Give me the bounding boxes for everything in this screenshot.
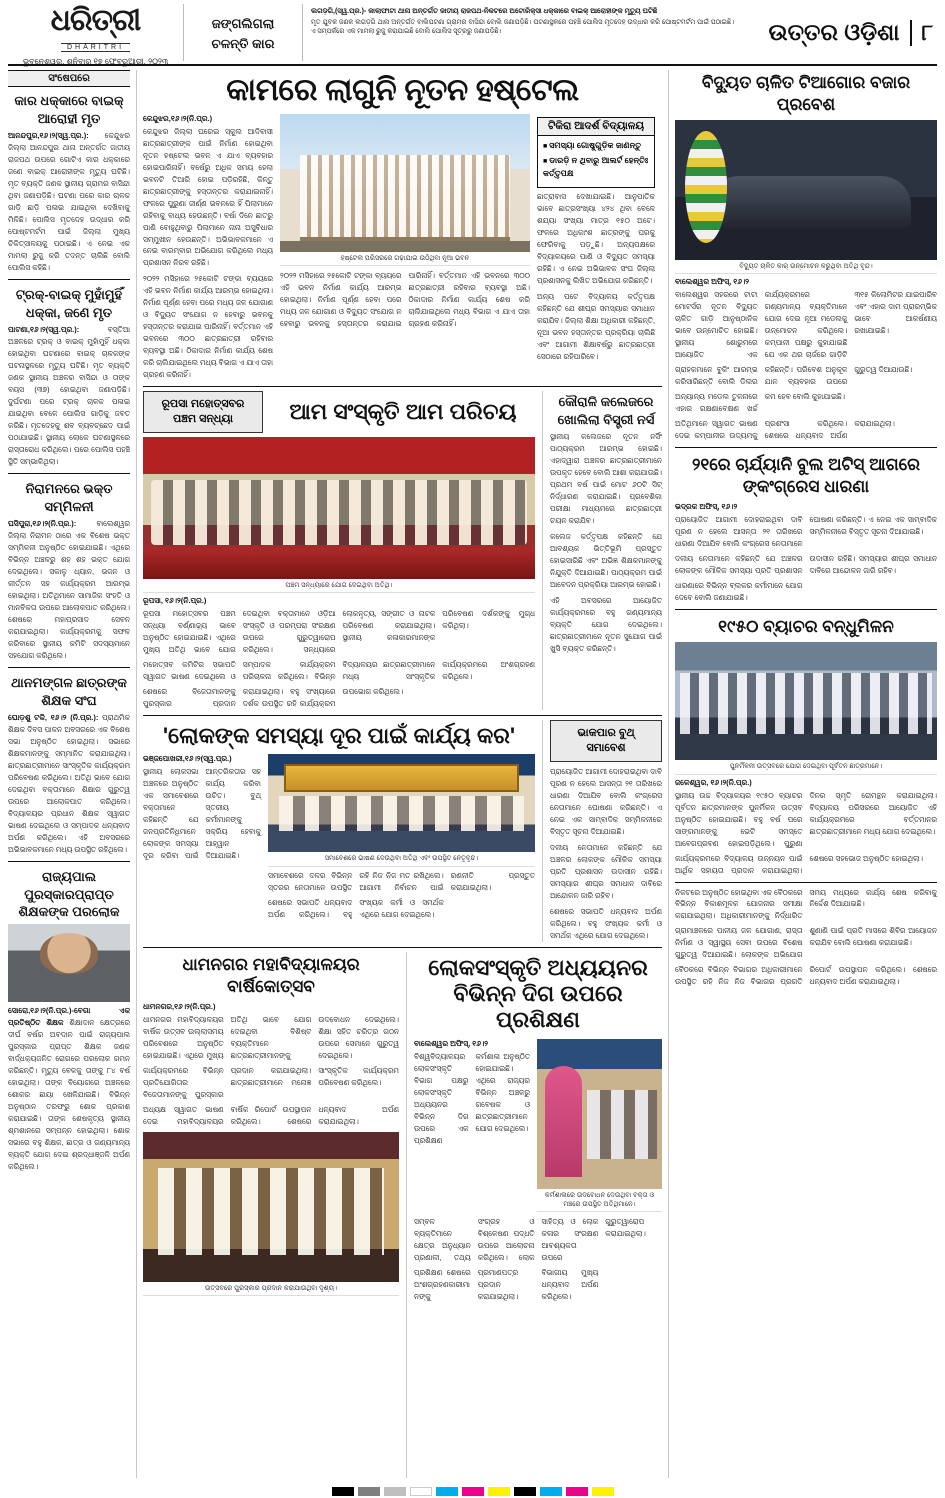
reunion-headline: ୧୯୫୦ ବ୍ୟାଚର ବନ୍ଧୁମିଳନ — [718, 617, 894, 637]
college-award-photo — [143, 1132, 399, 1282]
college-photo-caption: ଉତ୍ସବରେ ପୁରସ୍କାର ପ୍ରଦାନ କରାଯାଉଥିବା ଦୃଶ୍ୟ। — [143, 1282, 399, 1296]
college-text-3: ଅଧ୍ୟକ୍ଷ ସ୍ୱାଗତ ଭାଷଣ ଦେଇ ମହାବିଦ୍ୟାଳୟର ବାର୍ଷିକ ରିପୋର୍ଟ ଉପସ୍ଥାପନ କରିଥିଲେ। ଶେଷରେ ଧନ୍ୟବାଦ ଅର୍ପଣ କରାଯାଇଥିଲା। — [143, 1104, 399, 1126]
brief-1-text: କେନ୍ଦୁଝର ଜିଲ୍ଲା ଆନନ୍ଦପୁର ଥାନା ଅନ୍ତର୍ଗତ ଜାତୀୟ ରାଜପଥ ଉପରେ ଗୋଟିଏ କାର ଧକ୍କାରେ ଜଣେ ବାଇକ୍ ଆରୋହୀଙ୍କ ମୃତ୍ୟୁ ଘଟିଛି। ମୃତ ବ୍ୟକ୍ତି ଜଣକ ସ୍ଥାନୀୟ ଗ୍ରାମର ବାସିନ୍ଦା ଥିବା ଜଣାପଡ଼ିଛି। ଘଟଣା ପରେ କାର ଚାଳକ ଗାଡ଼ି ଛାଡ଼ି ପଳାଇ ଯାଇଥିବା ଦେଖିବାକୁ ମିଳିଛି। ପୋଲିସ ମୃତଦେହ ଉଦ୍ଧାର କରି ପୋଷ୍ଟମର୍ଟମ ପାଇଁ ଜିଲ୍ଲା ମୁଖ୍ୟ ଚିକିତ୍ସାଳୟକୁ ପଠାଇଛି। ଏ ନେଇ ଏକ ମାମଲା ରୁଜୁ କରି ତଦନ୍ତ ଚାଲିଛି ବୋଲି ପୋଲିସ କହିଛି। — [8, 131, 130, 273]
divider — [143, 947, 662, 948]
meeting-dateline: ଭଞ୍ଜପୋଖରୀ,୧୬।୨(ସ୍ୱ.ପ୍ର.) — [143, 754, 232, 764]
brief-4-dateline: ଘୋଡ଼ଶୁ ଟକି, ୧୬।୨ (ନି.ପ୍ର.): — [8, 713, 99, 723]
brief-3-dateline: ଘସିପୁରା,୧୬।୨(ନି.ପ୍ର.): — [8, 519, 77, 529]
booth-meet-article — [550, 720, 662, 941]
lead-left-text-block — [143, 114, 273, 382]
reunion-photo-caption: ପୁନର୍ମିଳନୀ ଉତ୍ସବରେ ଯୋଗ ଦେଇଥିବା ପୂର୍ବତନ ଛାତ୍ରମାନେ। — [675, 760, 937, 774]
right-bottom-text-1: ନିକଟରେ ଅନୁଷ୍ଠିତ ହୋଇଥିବା ଏକ ବୈଠକରେ ବିଭିନ୍ନ ବିକାଶମୂଳକ ଯୋଜନାର ସମୀକ୍ଷା କରାଯାଇଥିଲା। ଅଧିକାରୀମାନଙ୍କୁ ନିର୍ଦ୍ଧାରିତ ସମୟ ମଧ୍ୟରେ କାର୍ଯ୍ୟ ଶେଷ କରିବାକୁ ନିର୍ଦ୍ଦେଶ ଦିଆଯାଇଛି। — [675, 887, 937, 921]
divider — [8, 861, 130, 862]
divider — [8, 279, 130, 280]
color-swatch — [384, 1487, 406, 1496]
culture-text-2: ମହୋତ୍ସବ କମିଟିର ସଭାପତି ସ୍ୱାଗତ ଭାଷଣ ଦେଇଥିଲେ ଓ ସମ୍ପାଦକ କାର୍ଯ୍ୟକ୍ରମ ପରିଚାଳନା କରିଥିଲେ। ବିଭିନ୍ନ ବିଦ୍ୟାଳୟର ଛାତ୍ରଛାତ୍ରୀମାନେ ମଧ୍ୟ ସାଂସ୍କୃତିକ କାର୍ଯ୍ୟକ୍ରମରେ ଅଂଶଗ୍ରହଣ କରିଥିଲେ। — [143, 660, 535, 682]
brief-5-headline: ରାଜ୍ୟପାଲ ପୁରସ୍କାରପ୍ରାପ୍ତ ଶିକ୍ଷକଙ୍କ ପରଲୋକ — [18, 869, 120, 920]
lead-right-text-1: ଛାତ୍ରାବାସ ଦେଖାଯାଇଛି। ଆନୁପାତିକ ଭାବେ ଛାତ୍ରସଂଖ୍ୟା ୪୨୪ ଥିବା ବେଳେ ଶଯ୍ୟା ସଂଖ୍ୟା ମାତ୍ର ୧୫୦ ଅଟେ। ଫଳରେ ଅଧିକାଂଶ ଛାତ୍ରଙ୍କୁ ଘରକୁ ଫେରିବାକୁ ପଡ଼ୁଛି। ଅନ୍ୟପକ୍ଷରେ ବିଦ୍ୟାଳୟରେ ପାଣି ଓ ବିଦ୍ୟୁତ ସମସ୍ୟା ରହିଛି। ଏ ନେଇ ଅଭିଭାବକ ସଂଘ ଜିଲ୍ଲା ପ୍ରଶାସନକୁ ଲିଖିତ ଅଭିଯୋଗ କରିଛନ୍ତି। — [537, 191, 655, 285]
nursing-text-3: ଏହି ଅବସରରେ ଆୟୋଜିତ କାର୍ଯ୍ୟକ୍ରମରେ ବହୁ ଗଣ୍ୟମାନ୍ୟ ବ୍ୟକ୍ତି ଯୋଗ ଦେଇଥିଲେ। ଛାତ୍ରଛାତ୍ରୀମାନେ ନୂତନ ସୁଯୋଗ ପାଇଁ ଖୁସି ବ୍ୟକ୍ତ କରିଛନ୍ତି। — [550, 596, 662, 654]
lead-right-text-2: ଅନ୍ୟ ପଟେ ବିଦ୍ୟାଳୟ କର୍ତ୍ତୃପକ୍ଷ କହିଛନ୍ତି ଯେ ଶୀଘ୍ର ସମସ୍ୟାର ସମାଧାନ କରାଯିବ। ଜିଲ୍ଲା ଶିକ୍ଷା ଅଧିକାରୀ କହିଛନ୍ତି, ନୂଆ ଭବନ ହସ୍ତାନ୍ତର ପ୍ରକ୍ରିୟା ଚାଲିଛି ଏବଂ ଆଗାମୀ ଶିକ୍ଷାବର୍ଷରୁ ଛାତ୍ରଛାତ୍ରୀ ସେଠାରେ ରହିପାରିବେ। — [537, 291, 655, 361]
right-bottom-text-3: ବୈଠକରେ ବିଭିନ୍ନ ବିଭାଗର ଅଧିକାରୀମାନେ ଉପସ୍ଥିତ ରହି ନିଜ ନିଜ ବିଭାଗର ପ୍ରଗତି ରିପୋର୍ଟ ଉପସ୍ଥାପନ କରିଥିଲେ। ଶେଷରେ ଧନ୍ୟବାଦ ଅର୍ପଣ କରାଯାଇଥିଲା। — [675, 965, 937, 987]
publication-logo-subtitle: DHARITRI — [61, 43, 130, 52]
training-photo-caption: କର୍ମଶାଳାରେ ଉଦବୋଧନ ଦେଉଥିବା ବକ୍ତା ଓ ମଞ୍ଚରେ ଉପସ୍ଥିତ ଅତିଥିମାନେ। — [537, 1189, 662, 1212]
brief-5-body — [8, 1005, 130, 1173]
ev-text-2: ଗ୍ରାହକମାନେ ବୁକିଂ ଆରମ୍ଭ କରିସାରିଛନ୍ତି ବୋଲି ଡିଲର କହିଛନ୍ତି। ପରିବେଶ ଅନୁକୂଳ ଯାନ ବ୍ୟବହାର ଉପରେ ଗୁରୁତ୍ୱ ଦିଆଯାଉଛି। — [675, 365, 913, 387]
meeting-photo-caption: ସମାବେଶରେ ଭାଷଣ ଦେଉଥିବା ଅତିଥି ଏବଂ ଉପସ୍ଥିତ ନେତୃବୃନ୍ଦ। — [268, 852, 535, 866]
page-content — [8, 70, 937, 1478]
divider — [675, 882, 937, 883]
booth-text-1: ପ୍ରାୟୋଜିତ ଆଗାମୀ ଦୋହରାଇଥିବା ଦାବି ପୂରଣ ନ ହେଲେ ଆସନ୍ତା ୨୧ ତାରିଖରେ ଧାରଣା ଦିଆଯିବ ବୋଲି କଂଗ୍ରେସ ନେତାମାନେ ଘୋଷଣା କରିଛନ୍ତି। ଏ ନେଇ ଏକ ସାମ୍ବାଦିକ ସମ୍ମିଳନୀରେ ବିସ୍ତୃତ ସୂଚନା ଦିଆଯାଇଛି। — [550, 766, 662, 836]
color-swatch — [462, 1487, 484, 1496]
booth-kicker-line2: ସମାବେଶ — [586, 741, 626, 754]
color-swatch — [410, 1487, 432, 1496]
school-box-bullet-1: ■ ସମସ୍ୟା ଗୋଷୁଗୁଡ଼ିକ ଜାଣନ୍ତୁ — [543, 140, 649, 153]
lead-text-1: କେନ୍ଦୁଝର ଜିଲ୍ଲା ଘରେଇ ସ୍କୁଲ ଆଦିବାସୀ ଛାତ୍ରଛାତ୍ରୀଙ୍କ ପାଇଁ ନିର୍ମାଣ ହୋଇଥିବା ନୂତନ ହଷ୍ଟେଲ ଭବନ ଏ ଯାଏ ବ୍ୟବହାର ହୋଇପାରିନାହିଁ। ବର୍ଷେରୁ ଅଧିକ ସମୟ ହେଲା ଭବନଟି ତିଆରି ହୋଇ ପଡ଼ିରହିଛି, କିନ୍ତୁ ଛାତ୍ରଛାତ୍ରୀଙ୍କୁ ହସ୍ତାନ୍ତର କରାଯାଇନାହିଁ। ଫଳରେ ପୁରୁଣା ଜୀର୍ଣ୍ଣ ଭବନରେ ହିଁ ପିଲାମାନେ ରହିବାକୁ ବାଧ୍ୟ ହେଉଛନ୍ତି। ବର୍ଷା ଦିନେ ଛାତରୁ ପାଣି ବୋହୁଥିବାରୁ ପିଲାମାନେ ନାନା ଅସୁବିଧାର ସମ୍ମୁଖୀନ ହେଉଛନ୍ତି। ଅଭିଭାବକମାନେ ଏ ନେଇ ବାରମ୍ବାର ଅଭିଯୋଗ କରିଥିଲେ ମଧ୍ୟ ପ୍ରଶାସନ ନିରବ ରହିଛି। — [143, 126, 273, 268]
lead-photo-block — [280, 114, 530, 382]
reunion-group-photo — [675, 642, 937, 760]
page-number: ୮ — [910, 20, 933, 46]
college-anniversary-article — [143, 952, 399, 1478]
lead-text-3: ୨୦୨୨ ମସିହାରେ ୨୫କୋଟି ଟଙ୍କା ବ୍ୟୟରେ ଏହି ଭବନ ନିର୍ମାଣ କାର୍ଯ୍ୟ ଆରମ୍ଭ ହୋଇଥିଲା। ନିର୍ମାଣ ପୂର୍ଣ୍ଣ ହେବା ପରେ ମଧ୍ୟ ଜଳ ଯୋଗାଣ ଓ ବିଦ୍ୟୁତ ସଂଯୋଗ ନ ହେବାରୁ ଭବନକୁ ହସ୍ତାନ୍ତର କରାଯାଇ ପାରିନାହିଁ। ବର୍ତ୍ତମାନ ଏହି ଭବନରେ ୩୦୦ ଛାତ୍ରଛାତ୍ରୀ ରହିବାର ବ୍ୟବସ୍ଥା ଅଛି। ଠିକାଦାର ନିର୍ମାଣ କାର୍ଯ୍ୟ ଶେଷ କରି ଚାଲିଯାଇଥିଲେ ମଧ୍ୟ ବିଭାଗ ଏ ଯାଏ ତାହା ଗ୍ରହଣ କରିନାହିଁ। — [280, 270, 530, 328]
culture-article — [143, 391, 535, 710]
brief-article-3 — [8, 478, 130, 662]
masthead — [8, 4, 937, 66]
right-bottom-text-2: ଗ୍ରାମାଞ୍ଚଳରେ ପାନୀୟ ଜଳ ଯୋଗାଣ, ରାସ୍ତା ନିର୍ମାଣ ଓ ସ୍ୱାସ୍ଥ୍ୟ ସେବା ଉପରେ ବିଶେଷ ଗୁରୁତ୍ୱ ଦିଆଯାଇଛି। ଲୋକଙ୍କ ଅଭିଯୋଗ ଶୁଣାଣି ପାଇଁ ପ୍ରତି ମାସରେ ଶିବିର ଆୟୋଜନ କରାଯିବ ବୋଲି ଘୋଷଣା କରାଯାଇଛି। — [675, 926, 937, 960]
brief-article-2 — [8, 284, 130, 468]
culture-headline: ଆମ ସଂସ୍କୃତି ଆମ ପରିଚୟ — [289, 398, 517, 424]
culture-kicker-line2: ପଞ୍ଚମ ସନ୍ଧ୍ୟା — [173, 413, 233, 426]
divider — [8, 667, 130, 668]
divider-vertical — [542, 720, 543, 941]
college-text-1: ଧାମନଗର ମହାବିଦ୍ୟାଳୟର ବାର୍ଷିକ ଉତ୍ସବ ଉଲ୍ଲାସମୟ ପରିବେଶରେ ଅନୁଷ୍ଠିତ ହୋଇଯାଇଛି। ଏଥିରେ ମୁଖ୍ୟ ଅତିଥି ଭାବେ ଯୋଗ ଦେଇଥିବା ବିଶିଷ୍ଟ ବ୍ୟକ୍ତିମାନେ ଛାତ୍ରଛାତ୍ରୀମାନଙ୍କୁ ଉଦବୋଧନ ଦେଇଥିଲେ। ଶିକ୍ଷା ସହିତ ଚରିତ୍ର ଗଠନ ଉପରେ ସେମାନେ ଗୁରୁତ୍ୱ ଦେଇଥିଲେ। — [143, 1014, 399, 1060]
divider — [143, 386, 662, 387]
edition-name: ଉତ୍ତର ଓଡ଼ିଶା — [768, 19, 900, 45]
college-nursing-article — [550, 391, 662, 710]
meeting-stage-photo — [268, 754, 535, 852]
logo-block — [8, 4, 183, 66]
nursing-headline: କୌରାଳି କଲେଜରେ ଖୋଲିଲା ବିସ୍ତ୍ରୀ ନର୍ସ — [557, 394, 655, 427]
meeting-text-1: ସ୍ଥାନୀୟ ଲୋକସଭା ଅଞ୍ଚଳରେ ଅନୁଷ୍ଠିତ ଏକ ସମାବେଶରେ ବକ୍ତାମାନେ କହିଛନ୍ତି ଯେ ଜନପ୍ରତିନିଧିମାନେ ଲୋକଙ୍କ ସମସ୍ୟା ଦୂର କରିବା ପାଇଁ ଆନ୍ତରିକତାର ସହ କାର୍ଯ୍ୟ କରିବା ଉଚିତ। ବୁଥ୍ ସ୍ତରୀୟ କର୍ମୀମାନଙ୍କୁ ସକ୍ରିୟ ହେବାକୁ ଆହ୍ୱାନ ଦିଆଯାଇଛି। — [143, 767, 261, 861]
color-swatch — [592, 1487, 614, 1496]
hostel-building-photo — [280, 114, 530, 252]
masthead-brief-body — [303, 4, 742, 61]
nursing-text-2: କଲେଜ କର୍ତ୍ତୃପକ୍ଷ କହିଛନ୍ତି ଯେ ଆବଶ୍ୟକ ଭିତ୍ତିଭୂମି ପ୍ରସ୍ତୁତ ହୋଇସାରିଛି ଏବଂ ଅଭିଜ୍ଞ ଶିକ୍ଷକମାନଙ୍କୁ ନିଯୁକ୍ତି ଦିଆଯାଇଛି। ପାଠ୍ୟକ୍ରମ ପାଇଁ ଆବେଦନ ପ୍ରକ୍ରିୟା ଆରମ୍ଭ ହୋଇଛି। — [550, 532, 662, 590]
brief-2-body — [8, 324, 130, 468]
divider — [675, 609, 937, 610]
ev-headline: ବିଦ୍ୟୁତ ଚାଳିତ ଟିଆଗୋର ବଜାର ପ୍ରବେଶ — [701, 73, 911, 115]
brief-article-4 — [8, 672, 130, 856]
reunion-text-1: ସ୍ଥାନୀୟ ଉଚ୍ଚ ବିଦ୍ୟାଳୟର ୧୯୫୦ ବ୍ୟାଚର ପୂର୍ବତନ ଛାତ୍ରମାନଙ୍କ ପୁନର୍ମିଳନ ଉତ୍ସବ ଅନୁଷ୍ଠିତ ହୋଇଯାଇଛି। ବହୁ ବର୍ଷ ପରେ ସାଙ୍ଗମାନଙ୍କୁ ଭେଟି ସମସ୍ତେ ଆବେଗପ୍ରବଣ ହୋଇପଡ଼ିଥିଲେ। ପୁରୁଣା ଦିନର ସ୍ମୃତି ରୋମନ୍ଥନ କରାଯାଇଥିଲା। ବିଦ୍ୟାଳୟ ପରିସରରେ ଆୟୋଜିତ ଏହି କାର୍ଯ୍ୟକ୍ରମରେ ବର୍ତ୍ତମାନର ଛାତ୍ରଛାତ୍ରୀମାନେ ମଧ୍ୟ ଯୋଗ ଦେଇଥିଲେ। — [675, 790, 937, 848]
masthead-brief-text: ମୃତ ଯୁବକ ଜଣକ ଲଗଡ଼ଗି ଥାନା ଅନ୍ତର୍ଗତ ବାଲିପଟଣା ଗ୍ରାମର ବାସିନ୍ଦା ବୋଲି ଜଣାପଡ଼ିଛି। ଘଟଣାସ୍ଥଳରେ ପହଞ୍ଚି ପୋଲିସ ମୃତଦେହ ଉଦ୍ଧାର କରି ପୋଷ୍ଟମର୍ଟମ ପାଇଁ ପଠାଇଛି। ଏ ସମ୍ପର୍କରେ ଏକ ମାମଲା ରୁଜୁ କରାଯାଇଛି ବୋଲି ପୋଲିସ ସୂତ୍ରରୁ ଜଣାପଡ଼ିଛି। — [311, 18, 734, 36]
meeting-text-3: ଶେଷରେ ସଭାପତି ଧନ୍ୟବାଦ ଅର୍ପଣ କରିଥିଲେ। ବହୁ ସଂଖ୍ୟକ କର୍ମୀ ଓ ସମର୍ଥକ ଏଥିରେ ଯୋଗ ଦେଇଥିଲେ। — [268, 897, 444, 919]
booth-kicker-line1: ଭାକପାର ବୁଥ୍ — [577, 727, 635, 740]
ev-car-photo — [675, 120, 937, 260]
college-dateline: ଧାମନଗର,୧୬।୨(ନି.ପ୍ର.) — [143, 1001, 216, 1011]
color-swatch — [332, 1487, 354, 1496]
training-text-2: ସମ୍ବଳ ବ୍ୟକ୍ତିମାନେ କ୍ଷେତ୍ର ଅନୁଧ୍ୟାନ ପ୍ରଣାଳୀ, ତଥ୍ୟ ସଂଗ୍ରହ ଓ ବିଶ୍ଳେଷଣ ପଦ୍ଧତି ଉପରେ ଆଲୋଚନା କରିଥିଲେ। ଲୋକ ସାହିତ୍ୟ ଓ ଲୋକ କଳାର ସଂରକ୍ଷଣ ଆବଶ୍ୟକତା ଉପରେ ଗୁରୁତ୍ୱାରୋପ କରାଯାଇଥିଲା। — [414, 1217, 646, 1263]
ev-text-1: ବାଲେଶ୍ୱର ସହରରେ ଟାଟା ମୋଟର୍ସର ନୂତନ ବିଦ୍ୟୁତ ଚାଳିତ ଗାଡ଼ି ଆନୁଷ୍ଠାନିକ ଭାବେ ଉନ୍ମୋଚିତ ହୋଇଛି। ସ୍ଥାନୀୟ ଶୋରୁମରେ ଆୟୋଜିତ ଏକ କାର୍ଯ୍ୟକ୍ରମରେ ଗଣ୍ୟମାନ୍ୟ ବ୍ୟକ୍ତିମାନେ ଯୋଗ ଦେଇ ନୂଆ ମଡେଲକୁ ଉନ୍ମୋଚନ କରିଥିଲେ। କମ୍ପାନୀ ପକ୍ଷରୁ କୁହାଯାଇଛି ଯେ ଏକ ଥର ଚାର୍ଜରେ ଗାଡ଼ିଟି ୩୧୫ କିଲୋମିଟର ଯାଇପାରିବ ଏବଂ ଏହାର ଦାମ ପ୍ରାରମ୍ଭିକ ଭାବେ ଆକର୍ଷଣୀୟ ରଖାଯାଇଛି। — [675, 290, 937, 360]
nursing-text-1: ସ୍ଥାନୀୟ କଲେଜରେ ନୂତନ ନର୍ସିଂ ପାଠ୍ୟକ୍ରମ ଆରମ୍ଭ ହୋଇଛି। ଏହାଦ୍ୱାରା ଅଞ୍ଚଳର ଛାତ୍ରଛାତ୍ରୀମାନେ ଉପକୃତ ହେବେ ବୋଲି ଆଶା କରାଯାଉଛି। ପ୍ରଥମ ବର୍ଷ ପାଇଁ ମୋଟ ୬୦ଟି ସିଟ୍ ନିର୍ଦ୍ଧାରଣ କରାଯାଇଛି। ପ୍ରବେଶିକା ପରୀକ୍ଷା ମାଧ୍ୟମରେ ଛାତ୍ରଛାତ୍ରୀ ଚୟନ କରାଯିବ। — [550, 432, 662, 526]
culture-text-1: ରୂପସା ମହୋତ୍ସବର ପଞ୍ଚମ ସନ୍ଧ୍ୟା ବର୍ଣ୍ଣାଢ଼୍ୟ ଭାବେ ଅନୁଷ୍ଠିତ ହୋଇଯାଇଛି। ଏଥିରେ ମୁଖ୍ୟ ଅତିଥି ଭାବେ ଯୋଗ ଦେଇଥିବା ବକ୍ତାମାନେ ଓଡ଼ିଆ ସଂସ୍କୃତି ଓ ପରମ୍ପରା ସଂରକ୍ଷଣ ଉପରେ ଗୁରୁତ୍ୱାରୋପ କରିଥିଲେ। ସନ୍ଧ୍ୟାରେ ଲୋକନୃତ୍ୟ, ସଙ୍ଗୀତ ଓ ନାଟକ ପରିବେଷଣ କରାଯାଇଥିଲା। ସ୍ଥାନୀୟ କଳାକାରମାନଙ୍କ ପରିବେଷଣ ଦର୍ଶକଙ୍କୁ ମୁଗ୍ଧ କରିଥିଲା। — [143, 609, 535, 655]
brief-1-dateline: ଆନନ୍ଦପୁର,୧୬।୨(ସ୍ୱ.ପ୍ର.): — [8, 131, 89, 141]
brief-3-body — [8, 518, 130, 662]
culture-dateline: ରୂପସା, ୧୬।୨(ନି.ପ୍ର.) — [143, 596, 207, 606]
brief-2-text: ବସ୍ତିଆ ଅଞ୍ଚଳରେ ଟ୍ରକ୍ ଓ ବାଇକ୍ ମୁହାଁମୁହିଁ ଧକ୍କା ହୋଇଥିବା ଘଟଣାରେ ବାଇକ୍ ଚାଳକଙ୍କ ଘଟନାସ୍ଥଳରେ ମୃତ୍ୟୁ ଘଟିଛି। ମୃତ ବ୍ୟକ୍ତି ଜଣକ ସ୍ଥାନୀୟ ଅଞ୍ଚଳର ବାସିନ୍ଦା ଓ ତାଙ୍କ ବୟସ (୩୭) ହୋଇଥିବା ଜଣାପଡ଼ିଛି। ଦୁର୍ଘଟଣା ପରେ ଟ୍ରକ୍ ଚାଳକ ପଳାଇ ଯାଇଥିବା ବେଳେ ପୋଲିସ ଗାଡ଼ିକୁ ଜବତ କରିଛି। ମୃତଦେହକୁ ଶବ ବ୍ୟବଚ୍ଛେଦ ପାଇଁ ପଠାଯାଇଛି। ସ୍ଥାନୀୟ ଲୋକେ ଘଟଣାସ୍ଥଳରେ ରାସ୍ତାରୋଧ କରିଥିଲେ। ପରେ ପୋଲିସ ପହଞ୍ଚି ସ୍ଥିତି ସମ୍ଭାଳିଥିଲା। — [8, 325, 130, 467]
publication-date-place: ଭୁବନେଶ୍ୱର, ଶନିବାର ୧୭ ଫେବ୍ରୁଆରୀ, ୨୦୨୩ — [22, 57, 169, 66]
training-text-1: ବିଶ୍ୱବିଦ୍ୟାଳୟର ଲୋକସଂସ୍କୃତି ବିଭାଗ ପକ୍ଷରୁ ଲୋକସଂସ୍କୃତି ଅଧ୍ୟୟନର ବିଭିନ୍ନ ଦିଗ ଉପରେ ଏକ ପ୍ରଶିକ୍ଷଣ କର୍ମଶାଳା ଅନୁଷ୍ଠିତ ହୋଇଯାଇଛି। ଏଥିରେ ରାଜ୍ୟର ବିଭିନ୍ନ ଅଞ୍ଚଳରୁ ଗବେଷକ ଓ ଛାତ୍ରଛାତ୍ରୀମାନେ ଯୋଗ ଦେଇଥିଲେ। — [414, 1051, 530, 1145]
divider-vertical — [542, 391, 543, 710]
brief-article-5 — [8, 866, 130, 1173]
masthead-brief-line1: ଜଙ୍ଗଲିଗଲା — [211, 16, 275, 31]
divider — [143, 715, 662, 716]
color-swatch — [436, 1487, 458, 1496]
color-swatch — [540, 1487, 562, 1496]
brief-2-dateline: ପାଟଣା,୧୬।୨(ସ୍ୱ.ପ୍ର.): — [8, 325, 80, 335]
culture-text-3: ଶେଷରେ ବିଜେତାମାନଙ୍କୁ ପୁରସ୍କାର ପ୍ରଦାନ କରାଯାଇଥିଲା। ବହୁ ସଂଖ୍ୟାରେ ଦର୍ଶକ ଉପସ୍ଥିତ ରହି କାର୍ଯ୍ୟକ୍ରମ ଉପଭୋଗ କରିଥିଲେ। — [143, 687, 404, 709]
brief-4-text: ପ୍ରାଥମିକ ଶିକ୍ଷକ ଦିବସ ପାଳନ ଅବସରରେ ଏକ ବିଶେଷ ସଭା ଅନୁଷ୍ଠିତ ହୋଇଥିଲା। ସଭାରେ ଶିକ୍ଷକମାନଙ୍କୁ ସମ୍ମାନିତ କରାଯାଇଥିଲା। ଛାତ୍ରଛାତ୍ରୀମାନେ ସାଂସ୍କୃତିକ କାର୍ଯ୍ୟକ୍ରମ ପରିବେଷଣ କରିଥିଲେ। ଅତିଥି ଭାବେ ଯୋଗ ଦେଇଥିବା ବକ୍ତାମାନେ ଶିକ୍ଷାର ଗୁରୁତ୍ୱ ଉପରେ ଆଲୋକପାତ କରିଥିଲେ। ବିଦ୍ୟାଳୟର ପ୍ରଧାନ ଶିକ୍ଷକ ସ୍ୱାଗତ ଭାଷଣ ଦେଇଥିଲେ ଓ ସମ୍ପାଦକ ଧନ୍ୟବାଦ ଅର୍ପଣ କରିଥିଲେ। ଏହି ଅବସରରେ ଅଭିଭାବକମାନେ ମଧ୍ୟ ଉପସ୍ଥିତ ରହିଥିଲେ। — [8, 713, 130, 855]
booth-text-3: ଶେଷରେ ସଭାପତି ଧନ୍ୟବାଦ ଅର୍ପଣ କରିଥିଲେ। ବହୁ ସଂଖ୍ୟକ କର୍ମୀ ଓ ସମର୍ଥକ ଏଥିରେ ଯୋଗ ଦେଇଥିଲେ। — [550, 906, 662, 940]
culture-kicker-line1: ରୂପସା ମହୋତ୍ସବର — [161, 398, 245, 411]
strike-headline: ୨୧ରେ ଚାର୍ଯ୍ୟାନି ବୁଲ ଅଟିସ୍ ଆଗରେ ଙ୍କଂଗ୍ରେସ ଧାରଣା — [691, 455, 921, 497]
training-headline: ଲୋକସଂସ୍କୃତି ଅଧ୍ୟୟନର ବିଭିନ୍ନ ଦିଗ ଉପରେ ପ୍ରଶିକ୍ଷଣ — [428, 954, 648, 1033]
lead-headline: କାମରେ ଲାଗୁନି ନୂତନ ହଷ୍ଟେଲ — [226, 72, 579, 107]
college-text-2: କାର୍ଯ୍ୟକ୍ରମରେ ବିଭିନ୍ନ ପ୍ରତିଯୋଗିତାର ବିଜେତାମାନଙ୍କୁ ପୁରସ୍କାର ପ୍ରଦାନ କରାଯାଇଥିଲା। ଛାତ୍ରଛାତ୍ରୀମାନେ ମନୋଜ୍ଞ ସାଂସ୍କୃତିକ କାର୍ଯ୍ୟକ୍ରମ ପରିବେଷଣ କରିଥିଲେ। — [143, 1065, 399, 1099]
lead-article — [143, 70, 662, 381]
meeting-headline: 'ଲୋକଙ୍କ ସମସ୍ୟା ଦୂର ପାଇଁ କାର୍ଯ୍ୟ କର' — [162, 723, 516, 749]
brief-1-headline: କାର ଧକ୍କାରେ ବାଇକ୍ ଆରୋହୀ ମୃତ — [14, 93, 124, 126]
lead-text-2: ୨୦୨୨ ମସିହାରେ ୨୫କୋଟି ଟଙ୍କା ବ୍ୟୟରେ ଏହି ଭବନ ନିର୍ମାଣ କାର୍ଯ୍ୟ ଆରମ୍ଭ ହୋଇଥିଲା। ନିର୍ମାଣ ପୂର୍ଣ୍ଣ ହେବା ପରେ ମଧ୍ୟ ଜଳ ଯୋଗାଣ ଓ ବିଦ୍ୟୁତ ସଂଯୋଗ ନ ହେବାରୁ ଭବନକୁ ହସ୍ତାନ୍ତର କରାଯାଇ ପାରିନାହିଁ। ବର୍ତ୍ତମାନ ଏହି ଭବନରେ ୩୦୦ ଛାତ୍ରଛାତ୍ରୀ ରହିବାର ବ୍ୟବସ୍ଥା ଅଛି। ଠିକାଦାର ନିର୍ମାଣ କାର୍ଯ୍ୟ ଶେଷ କରି ଚାଲିଯାଇଥିଲେ ମଧ୍ୟ ବିଭାଗ ଏ ଯାଏ ତାହା ଗ୍ରହଣ କରିନାହିଁ। — [143, 274, 273, 380]
training-text-3: ପ୍ରଶିକ୍ଷଣ ଶେଷରେ ଅଂଶଗ୍ରହଣକାରୀମାନଙ୍କୁ ପ୍ରମାଣପତ୍ର ପ୍ରଦାନ କରାଯାଇଥିଲା। ବିଭାଗୀୟ ମୁଖ୍ୟ ଧନ୍ୟବାଦ ଅର୍ପଣ କରିଥିଲେ। — [414, 1268, 599, 1302]
brief-3-headline: ନିରାମନରେ ଭକ୍ତ ସମ୍ମିଳନୀ — [25, 481, 113, 514]
culture-photo-caption: ପଞ୍ଚମ ସନ୍ଧ୍ୟାରେ ଯୋଗ ଦେଇଥିବା ଅତିଥି। — [143, 579, 535, 593]
school-highlight-box — [537, 117, 655, 188]
registration-color-bar — [0, 1484, 945, 1498]
brief-4-body — [8, 712, 130, 856]
divider-vertical — [668, 70, 669, 1478]
training-dateline: ବାଲେଶ୍ୱର ଅଫିସ୍, ୧୬।୨ — [414, 1038, 489, 1048]
strike-text-1: ପ୍ରାୟୋଜିତ ଆଗାମୀ ଦୋହରାଇଥିବା ଦାବି ପୂରଣ ନ ହେଲେ ଆସନ୍ତା ୨୧ ତାରିଖରେ ଧାରଣା ଦିଆଯିବ ବୋଲି କଂଗ୍ରେସ ନେତାମାନେ ଘୋଷଣା କରିଛନ୍ତି। ଏ ନେଇ ଏକ ସାମ୍ବାଦିକ ସମ୍ମିଳନୀରେ ବିସ୍ତୃତ ସୂଚନା ଦିଆଯାଇଛି। — [675, 515, 937, 549]
divider-vertical — [406, 952, 407, 1478]
booth-text-2: ଦଳୀୟ ନେତାମାନେ କହିଛନ୍ତି ଯେ ଅଞ୍ଚଳର ଲୋକଙ୍କ ମୌଳିକ ସମସ୍ୟା ପ୍ରତି ପ୍ରଶାସନ ଉଦାସୀନ ରହିଛି। ସମସ୍ୟାର ଶୀଘ୍ର ସମାଧାନ ଦାବିରେ ଆନ୍ଦୋଳନ ଜାରି ରହିବ। — [550, 842, 662, 900]
culture-kicker — [143, 391, 263, 433]
brief-5-text: ଶିକ୍ଷାଦାନ କ୍ଷେତ୍ରରେ ଦୀର୍ଘ ବର୍ଷର ଅବଦାନ ପାଇଁ ରାଜ୍ୟପାଲ ପୁରସ୍କାର ପ୍ରାପ୍ତ ଶିକ୍ଷକ ଜଣକ ବାର୍ଦ୍ଧକ୍ୟଜନିତ ରୋଗରେ ପରଲୋକ ଗମନ କରିଛନ୍ତି। ମୃତ୍ୟୁ ବେଳକୁ ତାଙ୍କୁ ୮୪ ବର୍ଷ ହୋଇଥିଲା। ତାଙ୍କ ବିୟୋଗରେ ଅଞ୍ଚଳରେ ଶୋକର ଛାୟା ଖେଳିଯାଇଛି। ବିଭିନ୍ନ ଅନୁଷ୍ଠାନ ତରଫରୁ ଶୋକ ପ୍ରକାଶ କରାଯାଇଛି। ତାଙ୍କ ଶେଷକୃତ୍ୟ ସ୍ଥାନୀୟ ଶ୍ମଶାନରେ ସମ୍ପନ୍ନ ହୋଇଥିଲା। ଶୋକ ସଭାରେ ବହୁ ଶିକ୍ଷକ, ଛାତ୍ର ଓ ଗଣ୍ୟମାନ୍ୟ ବ୍ୟକ୍ତି ଯୋଗ ଦେଇ ଶ୍ରଦ୍ଧାଞ୍ଜଳି ଅର୍ପଣ କରିଥିଲେ। — [8, 1018, 130, 1171]
strike-article — [675, 452, 937, 604]
ev-photo-caption: ବିଦ୍ୟୁତ ଚାଳିତ କାର୍ ଉନ୍ମୋଚନ କରୁଥିବା ଅତିଥି ବୃନ୍ଦ। — [675, 260, 937, 274]
masthead-edition-block — [742, 4, 937, 61]
obituary-portrait-photo — [8, 924, 130, 1002]
ev-text-3: ଅନ୍ୟାନ୍ୟ ମଡେଲ ତୁଳନାରେ ଏହାର ରକ୍ଷଣାବେକ୍ଷଣ ଖର୍ଚ୍ଚ କମ ହେବ ବୋଲି କୁହାଯାଇଛି। — [675, 392, 845, 414]
meeting-article — [143, 720, 535, 941]
meeting-text-2: ସମାବେଶରେ ଦଳର ବିଭିନ୍ନ ସ୍ତରର ନେତାମାନେ ଉପସ୍ଥିତ ରହି ନିଜ ନିଜ ମତ ରଖିଥିଲେ। ଆଗାମୀ ନିର୍ବାଚନ ପାଇଁ ରଣନୀତି ପ୍ରସ୍ତୁତ କରାଯାଇଥିଲା। — [268, 870, 535, 892]
ev-dateline: ବାଲେଶ୍ୱର ଅଫିସ୍, ୧୬।୨ — [675, 277, 750, 287]
lead-box-block — [537, 114, 655, 382]
ev-text-4: ଅତିଥିମାନେ ସ୍ୱାଗତ ଭାଷଣ ଦେଇ କମ୍ପାନୀର ଉଦ୍ୟମକୁ ପ୍ରଶଂସା କରିଥିଲେ। ଶେଷରେ ଧନ୍ୟବାଦ ଅର୍ପଣ କରାଯାଇଥିଲା। — [675, 419, 895, 441]
masthead-brief-headline — [183, 4, 303, 61]
reunion-dateline: ଜଳେଶ୍ୱର, ୧୬।୨(ନି.ପ୍ର.) — [675, 777, 752, 787]
school-box-bullet-2: ■ ଡାରଡ଼ି ନ ଥିବାରୁ ଆଲର୍ଟ ହେନ୍ତିଃ କର୍ତ୍ତୃପକ୍ଷ — [543, 155, 649, 180]
masthead-brief-line2: ଚଳନ୍ତି କାର — [211, 35, 275, 51]
booth-kicker — [550, 720, 662, 762]
brief-2-headline: ଟ୍ରକ୍-ବାଇକ୍ ମୁହାଁମୁହିଁ ଧକ୍କା, ଜଣେ ମୃତ — [15, 287, 123, 320]
color-swatch — [566, 1487, 588, 1496]
column-briefs — [8, 70, 130, 1478]
column-right — [675, 70, 937, 1478]
divider — [8, 473, 130, 474]
strike-text-2: ଦଳୀୟ ନେତାମାନେ କହିଛନ୍ତି ଯେ ଅଞ୍ଚଳର ଲୋକଙ୍କ ମୌଳିକ ସମସ୍ୟା ପ୍ରତି ପ୍ରଶାସନ ଉଦାସୀନ ରହିଛି। ସମସ୍ୟାର ଶୀଘ୍ର ସମାଧାନ ଦାବିରେ ଆନ୍ଦୋଳନ ଜାରି ରହିବ। — [675, 554, 937, 576]
briefs-section-kicker: ସଂଷେପରେ — [8, 70, 130, 87]
college-headline: ଧାମନଗର ମହାବିଦ୍ୟାଳୟର ବାର୍ଷିକୋତ୍ସବ — [182, 954, 360, 996]
publication-logo: ଧରିତ୍ରୀ — [50, 4, 141, 37]
color-swatch — [514, 1487, 536, 1496]
school-box-title: ଟିକିରା ଆଦର୍ଶ ବିଦ୍ୟାଳୟ — [538, 118, 654, 136]
brief-3-text: ବାଲେଶ୍ୱର ଜିଲ୍ଲା ନିରାମନ ଠାରେ ଏକ ବିଶେଷ ଭକ୍ତ ସମ୍ମିଳନୀ ଅନୁଷ୍ଠିତ ହୋଇଯାଇଛି। ଏଥିରେ ବିଭିନ୍ନ ଅଞ୍ଚଳରୁ ଶହ ଶହ ଭକ୍ତ ଯୋଗ ଦେଇଥିଲେ। ସକାଳୁ ଧ୍ୟାନ, ଭଜନ ଓ କୀର୍ତ୍ତନ ସହ କାର୍ଯ୍ୟକ୍ରମ ଆରମ୍ଭ ହୋଇଥିଲା। ଅତିଥିମାନେ ସାମାଜିକ ସଂହତି ଓ ମାନବିକତା ଉପରେ ଆଲୋକପାତ କରିଥିଲେ। ଶେଷରେ ମହାପ୍ରସାଦ ସେବନ କରାଯାଇଥିଲା। କାର୍ଯ୍ୟକ୍ରମକୁ ସଫଳ କରିବାରେ ସ୍ଥାନୀୟ କମିଟି ସଦସ୍ୟମାନେ ସହଯୋଗ କରିଥିଲେ। — [8, 519, 130, 661]
divider — [675, 447, 937, 448]
divider-vertical — [136, 70, 137, 1478]
hostel-photo-caption: ହଷ୍ଟେଲ ପରିସରରେ ଗଢ଼ାଯାଇ ଉଠିଥିବା ନୂଆ ଭବନ — [280, 252, 530, 266]
brief-article-1 — [8, 90, 130, 274]
color-swatch — [488, 1487, 510, 1496]
masthead-brief-dateline: ଲଗଡ଼ଗି,(ସ୍ୱ.ପ୍ର.)- କାଲାଫାଟା ଥାନା ଅନ୍ତର୍ଗତ ଜାତୀୟ ରାଜପଥ-ନିକଟରେ ଅଟୋରିକ୍ସା ଧକ୍କାରେ ବାଇକ୍ ଆରୋହୀଙ୍କ ମୃତ୍ୟୁ ଘଟିଛି — [311, 8, 658, 15]
reunion-text-2: କାର୍ଯ୍ୟକ୍ରମରେ ବିଦ୍ୟାଳୟ ଉନ୍ନୟନ ପାଇଁ ଆର୍ଥିକ ସହାୟତା ପ୍ରଦାନ କରାଯାଇଥିଲା। ଶେଷରେ ସହଭୋଜ ଅନୁଷ୍ଠିତ ହୋଇଥିଲା। — [675, 853, 923, 875]
brief-5-dateline: ସୋରୋ,୧୬।୨(ନି.ପ୍ର.)-ବେଗା ଏକ ପ୍ରତିଷ୍ଠିତ ଶିକ୍ଷକ — [8, 1005, 130, 1028]
strike-text-3: ଧାରଣାରେ ବିଭିନ୍ନ ବ୍ଲକର କର୍ମୀମାନେ ଯୋଗ ଦେବେ ବୋଲି ଜଣାଯାଇଛି। — [675, 581, 803, 603]
reunion-article — [675, 614, 937, 876]
training-article — [414, 952, 662, 1478]
lead-dateline: କେନ୍ଦୁଝର,୧୬।୨(ନି.ପ୍ର.) — [143, 113, 213, 123]
column-main — [143, 70, 662, 1478]
brief-4-headline: ଥାନମଙ୍ଗଳ ଛାତ୍ରଙ୍କ ଶିକ୍ଷକ ସଂଘ — [11, 675, 127, 708]
color-swatch — [358, 1487, 380, 1496]
brief-1-body — [8, 130, 130, 274]
ev-car-article — [675, 70, 937, 442]
culture-group-photo — [143, 437, 535, 579]
training-speaker-photo — [537, 1039, 662, 1189]
strike-dateline: ଭଦ୍ରକ ଅଫିସ୍, ୧୬।୨ — [675, 502, 738, 512]
right-bottom-article — [675, 887, 937, 1479]
